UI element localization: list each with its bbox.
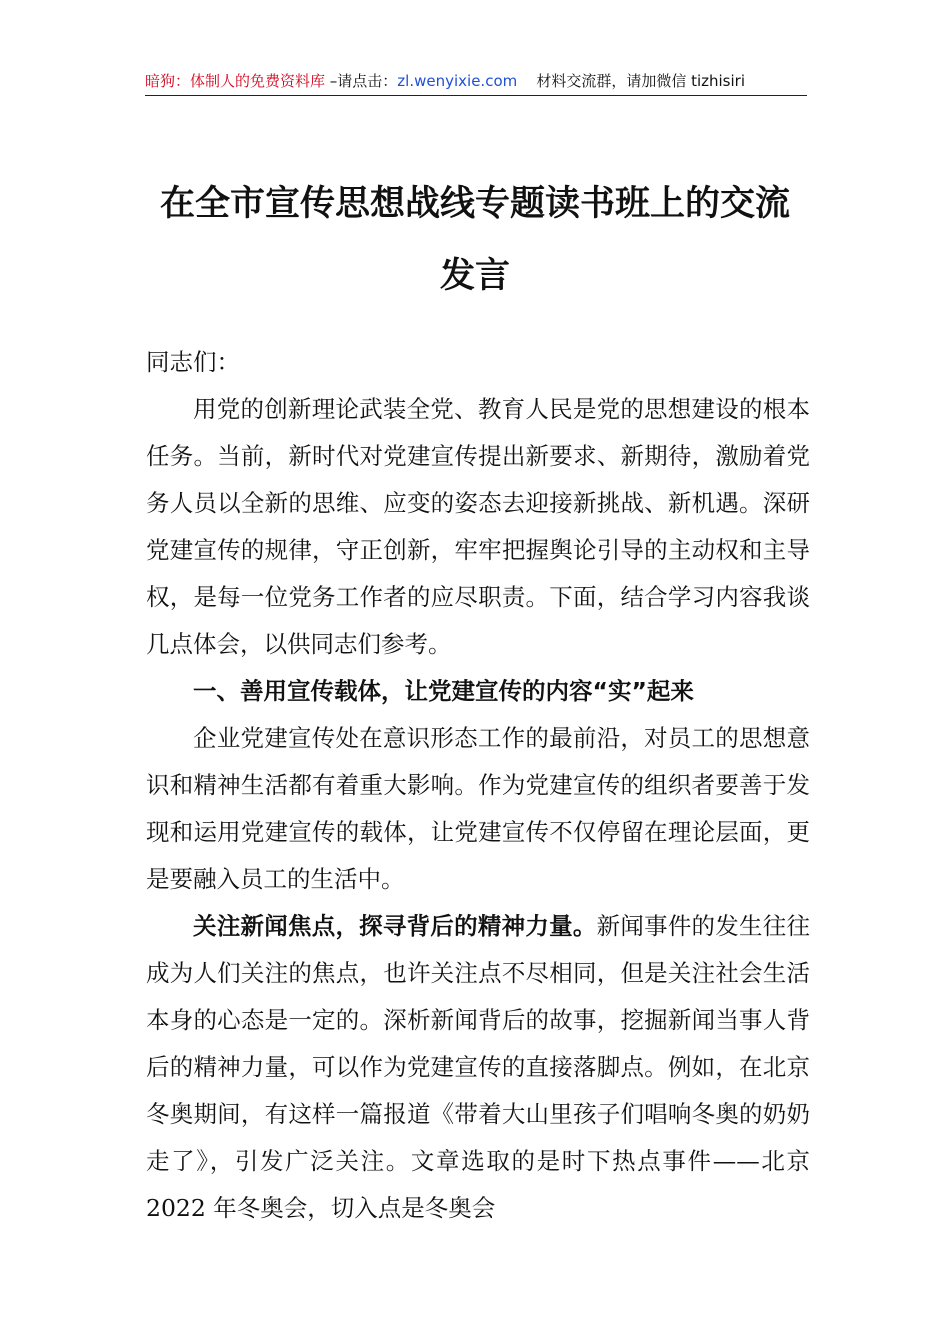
header-url-link[interactable]: zl.wenyixie.com (397, 72, 518, 90)
page-header (145, 70, 807, 96)
section-1-paragraph-2 (146, 903, 810, 1232)
section-1-paragraph-1: 企业党建宣传处在意识形态工作的最前沿，对员工的思想意识和精神生活都有着重大影响。作为党建宣传的组织者要善于发现和运用党建宣传的载体，让党建宣传不仅停留在理论层面，更是要融入员工的生活中。 (146, 724, 810, 893)
document-body (146, 339, 810, 1232)
paragraph-lead-sentence: 关注新闻焦点，探寻背后的精神力量。 (193, 912, 597, 940)
document-title (140, 168, 810, 312)
paragraph-body-text: 新闻事件的发生往往成为人们关注的焦点，也许关注点不尽相同，但是关注社会生活本身的心态是一定的。深析新闻背后的故事，挖掘新闻当事人背后的精神力量，可以作为党建宣传的直接落脚点。例如，在北京冬奥期间，有这样一篇报道《带着大山里孩子们唱响冬奥的奶奶走了》，引发广泛关注。文章选取的是时下热点事件——北京 2022 年冬奥会，切入点是冬奥会 (146, 912, 811, 1222)
header-group-text: 材料交流群，请加微信 tizhisiri (536, 72, 745, 90)
header-click-text: –请点击： (325, 72, 398, 90)
title-line-1: 在全市宣传思想战线专题读书班上的交流 (159, 183, 790, 224)
intro-paragraph: 用党的创新理论武装全党、教育人民是党的思想建设的根本任务。当前，新时代对党建宣传提出新要求、新期待，激励着党务人员以全新的思维、应变的姿态去迎接新挑战、新机遇。深研党建宣传的规律，守正创新，牢牢把握舆论引导的主动权和主导权，是每一位党务工作者的应尽职责。下面，结合学习内容我谈几点体会，以供同志们参考。 (146, 395, 810, 658)
section-1-heading: 一、善用宣传载体，让党建宣传的内容“实”起来 (193, 677, 694, 705)
title-line-2: 发言 (439, 255, 510, 296)
header-site-name: 暗狗：体制人的免费资料库 (145, 72, 326, 90)
salutation: 同志们： (146, 348, 240, 376)
header-spacer (517, 72, 536, 90)
